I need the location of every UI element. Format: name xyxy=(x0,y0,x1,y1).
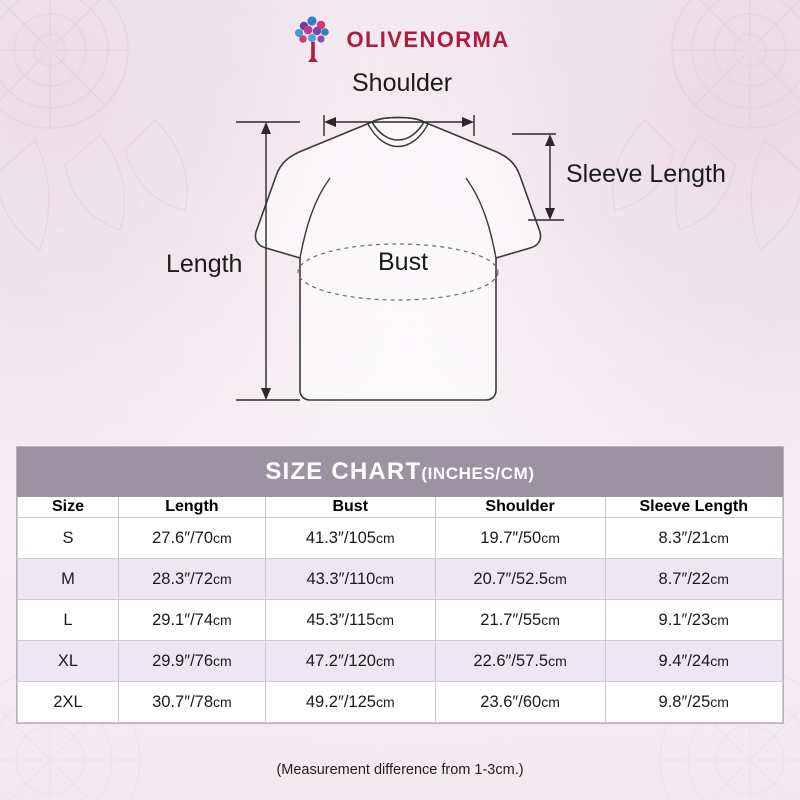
value-inches: 8.3″/21 xyxy=(658,528,711,547)
value-cm: cm xyxy=(541,693,560,710)
cell-shoulder xyxy=(435,682,605,723)
value-cm: cm xyxy=(213,652,232,669)
value-inches: 28.3″/72 xyxy=(152,569,214,588)
value-inches: 21.7″/55 xyxy=(480,610,542,629)
brand-logo xyxy=(0,14,800,66)
column-header-shoulder: Shoulder xyxy=(435,497,605,518)
value-inches: 23.6″/60 xyxy=(480,692,542,711)
value-inches: 29.9″/76 xyxy=(152,651,214,670)
cell-shoulder xyxy=(435,559,605,600)
cell-shoulder xyxy=(435,641,605,682)
cell-length xyxy=(118,518,265,559)
value-inches: 27.6″/70 xyxy=(152,528,214,547)
cell-size: 2XL xyxy=(18,682,119,723)
value-cm: cm xyxy=(548,652,567,669)
cell-bust xyxy=(265,641,435,682)
value-cm: cm xyxy=(213,693,232,710)
cell-bust xyxy=(265,559,435,600)
value-inches: 41.3″/105 xyxy=(305,528,376,547)
value-inches: 30.7″/78 xyxy=(152,692,214,711)
cell-length xyxy=(118,559,265,600)
cell-sleeve-length xyxy=(605,641,783,682)
value-cm: cm xyxy=(548,570,567,587)
cell-bust xyxy=(265,518,435,559)
column-header-size: Size xyxy=(18,497,119,518)
brand-name: OLIVENORMA xyxy=(346,27,510,52)
table-title xyxy=(18,448,783,497)
value-inches: 8.7″/22 xyxy=(658,569,711,588)
value-inches: 29.1″/74 xyxy=(152,610,214,629)
value-cm: cm xyxy=(213,529,232,546)
table-row xyxy=(18,518,783,559)
value-cm: cm xyxy=(541,529,560,546)
table-row xyxy=(18,559,783,600)
label-shoulder: Shoulder xyxy=(352,69,453,97)
cell-sleeve-length xyxy=(605,600,783,641)
value-cm: cm xyxy=(375,570,395,587)
tree-logo-icon xyxy=(290,14,336,66)
table-title-main: SIZE CHART xyxy=(265,458,422,485)
cell-sleeve-length xyxy=(605,518,783,559)
value-inches: 49.2″/125 xyxy=(305,692,376,711)
cell-length xyxy=(118,682,265,723)
value-cm: cm xyxy=(375,529,395,546)
table-row xyxy=(18,682,783,723)
measurement-note: (Measurement difference from 1-3cm.) xyxy=(276,762,524,778)
value-cm: cm xyxy=(541,611,560,628)
size-chart-table xyxy=(16,446,784,724)
label-length: Length xyxy=(166,250,243,278)
cell-shoulder xyxy=(435,600,605,641)
label-bust: Bust xyxy=(378,248,429,276)
value-inches: 9.4″/24 xyxy=(658,651,711,670)
column-header-sleeve-length: Sleeve Length xyxy=(605,497,783,518)
value-inches: 47.2″/120 xyxy=(305,651,376,670)
value-cm: cm xyxy=(710,693,729,710)
cell-size: L xyxy=(18,600,119,641)
cell-length xyxy=(118,641,265,682)
value-inches: 22.6″/57.5 xyxy=(473,651,549,670)
table-row xyxy=(18,600,783,641)
cell-shoulder xyxy=(435,518,605,559)
value-inches: 45.3″/115 xyxy=(306,610,376,629)
table-title-units: (INCHES/CM) xyxy=(421,464,535,483)
column-header-length: Length xyxy=(118,497,265,518)
value-cm: cm xyxy=(710,529,729,546)
measurement-diagram xyxy=(0,60,800,445)
cell-size: XL xyxy=(18,641,119,682)
value-cm: cm xyxy=(375,611,395,628)
value-cm: cm xyxy=(710,611,729,628)
value-cm: cm xyxy=(710,570,729,587)
value-inches: 9.8″/25 xyxy=(658,692,711,711)
cell-bust xyxy=(265,682,435,723)
label-sleeve-length: Sleeve Length xyxy=(566,160,726,188)
table-row xyxy=(18,641,783,682)
cell-length xyxy=(118,600,265,641)
cell-sleeve-length xyxy=(605,682,783,723)
value-inches: 20.7″/52.5 xyxy=(473,569,549,588)
value-cm: cm xyxy=(710,652,729,669)
value-cm: cm xyxy=(375,652,395,669)
cell-size: M xyxy=(18,559,119,600)
value-cm: cm xyxy=(213,611,232,628)
cell-sleeve-length xyxy=(605,559,783,600)
value-inches: 9.1″/23 xyxy=(658,610,711,629)
value-cm: cm xyxy=(375,693,395,710)
column-header-bust: Bust xyxy=(265,497,435,518)
cell-bust xyxy=(265,600,435,641)
value-inches: 43.3″/110 xyxy=(306,569,376,588)
value-cm: cm xyxy=(213,570,232,587)
cell-size: S xyxy=(18,518,119,559)
value-inches: 19.7″/50 xyxy=(480,528,542,547)
